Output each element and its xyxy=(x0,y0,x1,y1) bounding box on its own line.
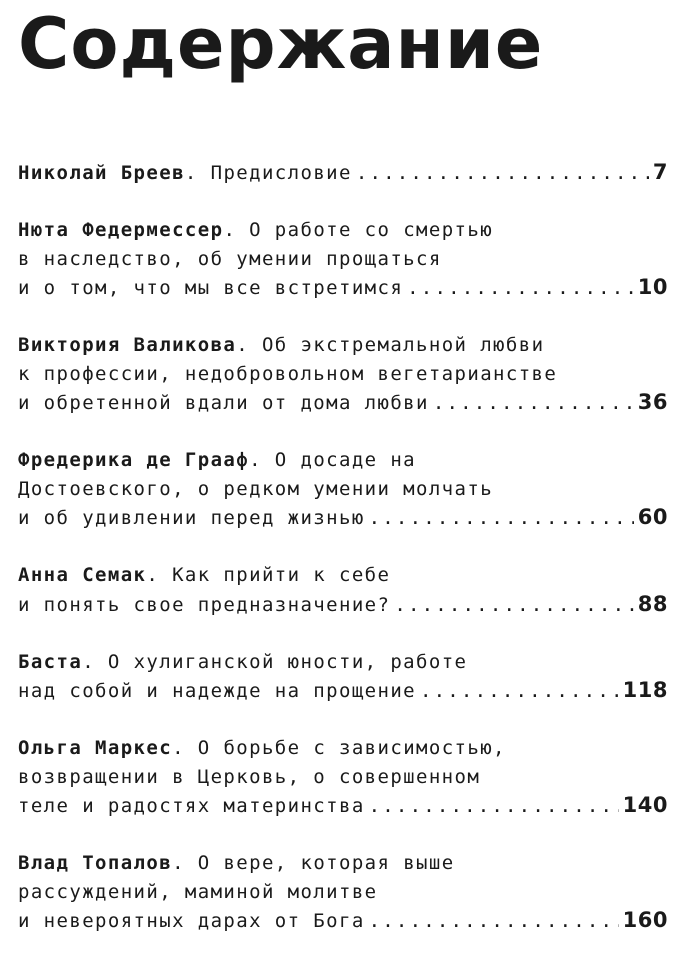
toc-line xyxy=(18,791,668,821)
entry-author: Виктория Валикова xyxy=(18,334,237,356)
toc-line: к профессии, недобровольном вегетарианстве xyxy=(18,362,558,385)
entry-text: и об удивлении перед жизнью xyxy=(18,507,365,529)
toc-line: возвращении в Церковь, о совершенном xyxy=(18,765,481,788)
dot-leader xyxy=(369,792,619,821)
toc-line xyxy=(18,388,668,418)
entry-author: Анна Семак xyxy=(18,564,147,586)
toc-line xyxy=(18,273,668,303)
toc-line: Баста. О хулиганской юности, работе xyxy=(18,650,468,673)
entry-text: и о том, что мы все встретимся xyxy=(18,277,404,299)
page-number: 88 xyxy=(637,591,668,616)
toc-line xyxy=(18,503,668,533)
entry-text: над собой и надежде на прощение xyxy=(18,680,417,702)
toc-entry[interactable] xyxy=(18,158,668,188)
entry-text: О досаде на xyxy=(274,449,417,471)
toc-entry[interactable] xyxy=(18,446,668,533)
page-number: 7 xyxy=(652,160,668,184)
entry-text: О борьбе с зависимостью, xyxy=(197,737,506,759)
entry-text: Об экстремальной любви xyxy=(261,334,545,356)
toc-line: Нюта Федермессер. О работе со смертью xyxy=(18,219,494,241)
toc-line: Виктория Валикова. Об экстремальной любви xyxy=(18,334,545,356)
dot-leader xyxy=(369,504,634,533)
dot-leader xyxy=(369,907,619,936)
toc-line: Ольга Маркес. О борьбе с зависимостью, xyxy=(18,737,506,759)
toc-entry[interactable] xyxy=(18,734,668,821)
page-number: 118 xyxy=(622,678,668,702)
toc-line: Анна Семак. Как прийти к себе xyxy=(18,564,391,586)
entry-text: О хулиганской юности, работе xyxy=(107,650,468,673)
page-title: Содержание xyxy=(18,3,544,85)
entry-text: О вере, которая выше xyxy=(197,852,455,874)
entry-text: и невероятных дарах от Бога xyxy=(18,910,365,932)
toc-line: Влад Топалов. О вере, которая выше xyxy=(18,852,455,874)
entry-text: О работе со смертью xyxy=(249,219,494,241)
toc-entry[interactable] xyxy=(18,648,668,706)
entry-text: Как прийти к себе xyxy=(172,564,391,586)
dot-leader xyxy=(420,677,619,706)
toc-entry[interactable] xyxy=(18,216,668,303)
toc-line xyxy=(18,676,668,706)
page-number: 10 xyxy=(637,275,668,299)
page-number: 36 xyxy=(637,390,668,414)
entry-text: и обретенной вдали от дома любви xyxy=(18,392,429,414)
dot-leader xyxy=(433,389,634,418)
entry-text: и понять свое предназначение? xyxy=(18,593,391,616)
entry-author: Нюта Федермессер xyxy=(18,219,224,241)
dot-leader xyxy=(394,591,633,620)
toc-line: в наследство, об умении прощаться xyxy=(18,247,442,270)
dot-leader xyxy=(356,159,649,188)
toc-line: рассуждений, маминой молитве xyxy=(18,880,378,903)
page-number: 160 xyxy=(622,908,668,932)
toc-entry[interactable] xyxy=(18,849,668,936)
entry-author: Николай Бреев xyxy=(18,162,185,184)
toc-entry[interactable] xyxy=(18,331,668,418)
entry-author: Баста xyxy=(18,650,83,673)
toc-line xyxy=(18,906,668,936)
entry-text: теле и радостях материнства xyxy=(18,795,365,817)
page-number: 140 xyxy=(622,793,668,817)
toc-line xyxy=(18,590,668,620)
toc-entry[interactable] xyxy=(18,561,668,619)
entry-author: Ольга Маркес xyxy=(18,737,173,759)
dot-leader xyxy=(407,274,634,303)
entry-author: Влад Топалов xyxy=(18,852,173,874)
toc-line: Николай Бреев. Предисловие ..... 7 xyxy=(18,158,668,188)
entry-text: Предисловие xyxy=(210,162,352,184)
toc-list xyxy=(18,158,668,964)
page-number: 60 xyxy=(637,505,668,529)
toc-line: Достоевского, о редком умении молчать xyxy=(18,477,494,500)
toc-line: Фредерика де Грааф. О досаде на xyxy=(18,449,417,471)
entry-author: Фредерика де Грааф xyxy=(18,449,250,471)
